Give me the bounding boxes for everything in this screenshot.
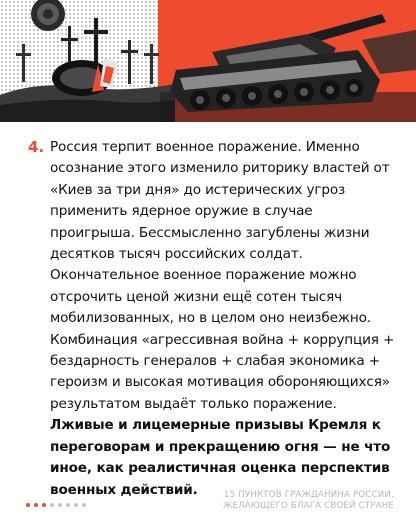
carousel-pagination xyxy=(26,501,86,509)
pagination-dot xyxy=(82,503,86,507)
pagination-dot xyxy=(26,503,30,507)
pagination-dot xyxy=(50,503,54,507)
item-bold-conclusion: Лживые и лицемерные призывы Кремля к переговорам и прекращению огня — не что иное, как реалистичная оценка перспектив военных действий. xyxy=(50,417,391,498)
pagination-dot xyxy=(34,503,38,507)
collage-drawing xyxy=(0,0,416,122)
tank-illustration xyxy=(160,14,416,122)
list-item-4 xyxy=(28,137,400,501)
pagination-dot xyxy=(66,503,70,507)
footer-caption-line-2: ЖЕЛАЮЩЕГО БЛАГА СВОЕЙ СТРАНЕ xyxy=(222,500,394,511)
pagination-dot xyxy=(74,503,78,507)
header-image-collage xyxy=(0,0,416,122)
item-text xyxy=(50,137,400,501)
item-body-text: Россия терпит военное поражение. Именно осознание этого изменило риторику властей от «Киев за три дня» до истерических угроз применить ядерное оружие в случае проигрыша. Бессмысленно загублены жизни десятков тысяч российских солдат. Окончательное военное поражение можно отсрочить ценой жизни ещё сотен тысяч мобилизованных, но в целом оно неизбежно. Комбинация «агрессивная война + коррупция + бездарность генералов + слабая экономика + героизм и высокая мотивация обороняющихся» результатом выдаёт только поражение. xyxy=(50,139,395,412)
pagination-dot xyxy=(58,503,62,507)
item-number: 4. xyxy=(28,138,45,156)
footer-caption xyxy=(174,490,394,511)
pagination-dot xyxy=(42,503,46,507)
cemetery-illustration xyxy=(0,0,175,122)
footer-caption-line-1: 15 ПУНКТОВ ГРАЖДАНИНА РОССИИ, xyxy=(223,490,394,500)
